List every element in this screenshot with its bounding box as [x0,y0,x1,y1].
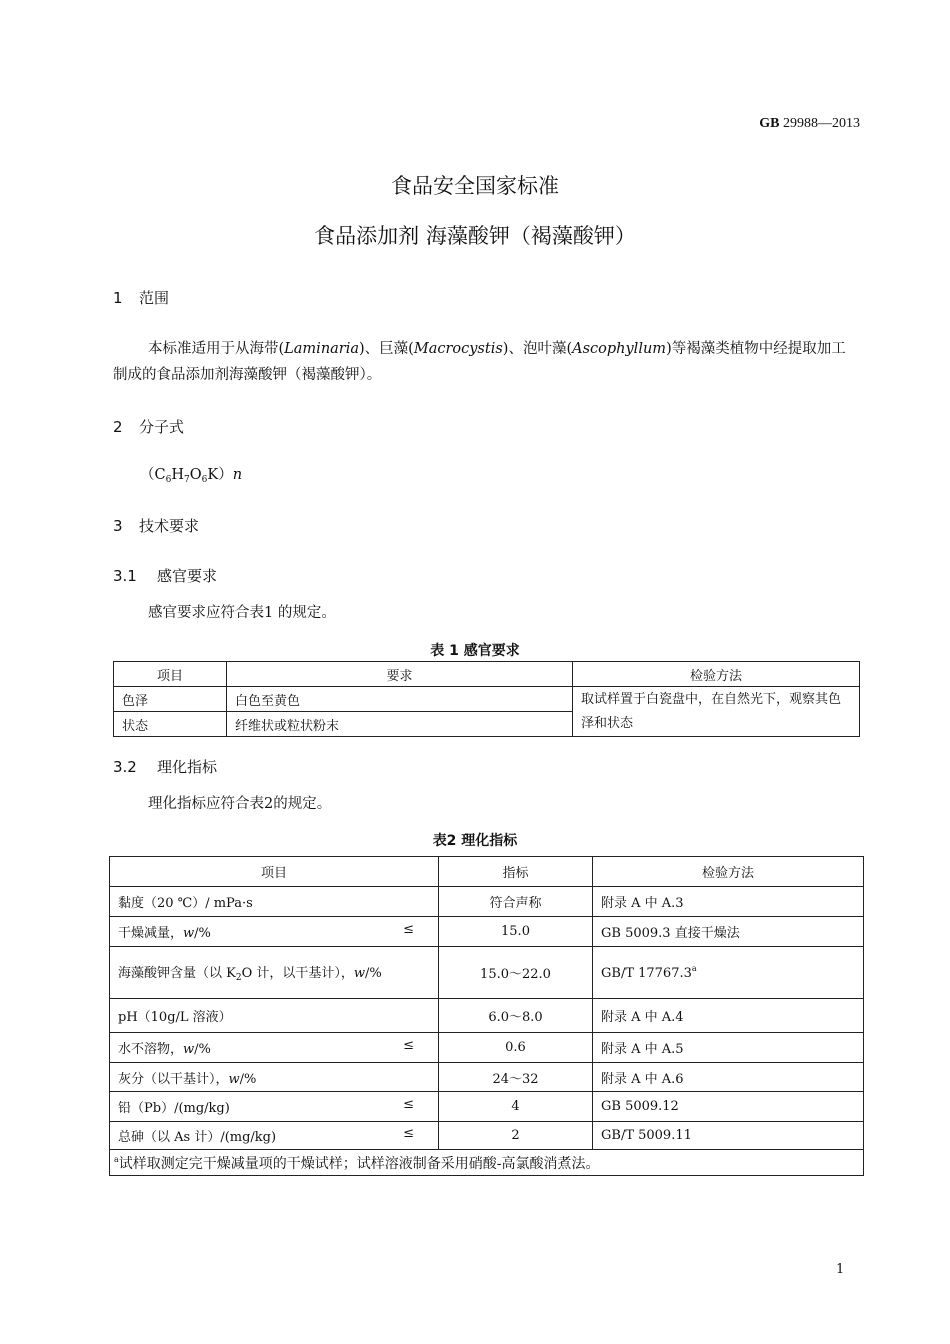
table-header-cell: 指标 [439,857,593,887]
table-row [110,999,864,1033]
section-2-heading: 2 分子式 [113,418,185,436]
table-cell: 15.0 [439,917,593,947]
table-cell: 总砷（以 As 计）/(mg/kg) ≤ [110,1122,439,1150]
table-row [110,947,864,999]
table-row [110,887,864,917]
table-row [114,687,860,712]
standard-number: GB 29988—2013 [759,116,860,131]
table-cell-method: 取试样置于白瓷盘中，在自然光下，观察其色泽和状态 [573,687,860,737]
table-cell: GB 5009.3 直接干燥法 [593,917,864,947]
table-row [110,1063,864,1092]
section-3-2-heading: 3.2 理化指标 [113,758,218,776]
section-1-text: 本标准适用于从海带(Laminaria)、巨藻(Macrocystis)、泡叶藻(Ascophyllum)等褐藻类植物中经提取加工制成的食品添加剂海藻酸钾（褐藻酸钾）。 [113,341,846,383]
table-row [110,1092,864,1122]
table-cell: 附录 A 中 A.6 [593,1063,864,1092]
table-row [110,917,864,947]
document-subtitle: 食品添加剂 海藻酸钾（褐藻酸钾） [314,224,636,248]
table-header-cell: 项目 [110,857,439,887]
table-cell: 24～32 [439,1063,593,1092]
table-row [110,1122,864,1150]
table-cell: 4 [439,1092,593,1122]
table-cell: 干燥减量，w/% ≤ [110,917,439,947]
table-cell: 白色至黄色 [227,687,573,712]
page-number: 1 [836,1262,845,1277]
table-cell: 附录 A 中 A.4 [593,999,864,1033]
table-cell: 附录 A 中 A.3 [593,887,864,917]
molecular-formula: $(C_6H_7O_6K)n$ [140,467,243,485]
table-cell: 海藻酸钾含量（以 $K_2O$ 计，以干基计），w/% [110,947,439,999]
table-row [110,857,864,887]
table-footnote-row [110,1150,864,1176]
table-header-cell: 要求 [227,662,573,687]
table-cell: pH（10g/L 溶液） [110,999,439,1033]
table-1 [113,661,860,737]
section-1-heading: 1 范围 [113,289,170,307]
table-cell: GB 5009.12 [593,1092,864,1122]
table-cell: 状态 [114,712,227,737]
table-2 [109,856,864,1176]
table-cell: GB/T 17767.3$^a$ [593,947,864,999]
table-cell: 6.0～8.0 [439,999,593,1033]
table-cell: GB/T 5009.11 [593,1122,864,1150]
table-cell: 灰分（以干基计），w/% [110,1063,439,1092]
section-3-heading: 3 技术要求 [113,517,200,535]
table-row [114,662,860,687]
table-cell: 色泽 [114,687,227,712]
table-header-cell: 项目 [114,662,227,687]
section-3-1-text: 感官要求应符合表1 的规定。 [148,605,336,621]
table-2-caption: 表2 理化指标 [432,833,518,849]
table-cell: 符合声称 [439,887,593,917]
document-title: 食品安全国家标准 [391,174,559,198]
table-cell: 纤维状或粒状粉末 [227,712,573,737]
table-1-caption: 表 1 感官要求 [430,643,520,659]
table-cell: 15.0～22.0 [439,947,593,999]
section-3-2-text: 理化指标应符合表2的规定。 [148,796,332,812]
table-cell: 黏度（20 ℃）/ mPa·s [110,887,439,917]
table-cell: 附录 A 中 A.5 [593,1033,864,1063]
table-cell: 铅（Pb）/(mg/kg) ≤ [110,1092,439,1122]
table-footnote: $^a$试样取测定完干燥减量项的干燥试样；试样溶液制备采用硝酸-高氯酸消煮法。 [110,1150,864,1176]
section-3-1-heading: 3.1 感官要求 [113,567,218,585]
table-cell: 水不溶物，w/% ≤ [110,1033,439,1063]
table-header-cell: 检验方法 [593,857,864,887]
table-cell: 2 [439,1122,593,1150]
table-header-cell: 检验方法 [573,662,860,687]
table-cell: 0.6 [439,1033,593,1063]
table-row [110,1033,864,1063]
